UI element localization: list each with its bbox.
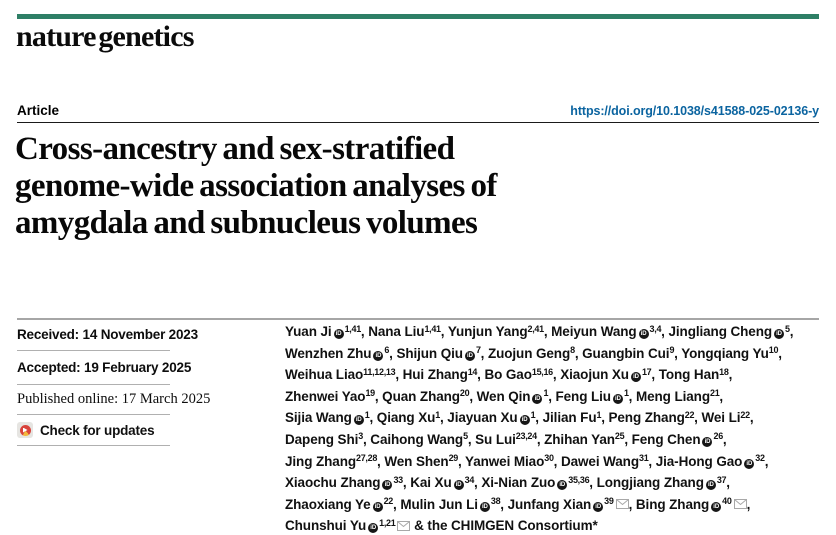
author-affiliation-superscript: 3 [358,431,363,442]
author-affiliation-superscript: 9 [669,345,675,356]
orcid-id-icon[interactable]: iD [631,372,641,382]
author: Dawei Wang$^{31}$ [560,453,649,469]
orcid-id-icon[interactable]: iD [557,480,567,490]
journal-brand-bar [17,14,819,19]
orcid-id-icon[interactable]: iD [454,480,464,490]
orcid-id-icon[interactable]: iD [532,394,542,404]
author-affiliation-superscript: 1 [435,409,440,420]
article-type-label: Article [17,103,60,118]
author-affiliation-superscript: 10 [768,345,779,356]
article-title [15,131,805,242]
orcid-id-icon[interactable]: iD [706,480,716,490]
author: Dapeng Shi$^3$ [285,431,363,447]
orcid-id-icon[interactable]: iD [373,502,383,512]
orcid-id-icon[interactable]: iD [368,523,378,533]
author: Mulin Jun Li $iD^{38}$ [400,496,501,512]
author-affiliation-superscript: 2,41 [527,323,544,334]
author-affiliation-superscript: 7 [475,345,481,356]
author-affiliation-superscript: 6 [384,345,390,356]
author: Jilian Fu$^1$ [542,409,602,426]
orcid-id-icon[interactable]: iD [711,502,721,512]
author: Tong Han$^{18}$ [658,366,729,383]
author: Jia-Hong Gao $iD^{32}$ [655,453,765,469]
date-row-accepted [17,351,192,385]
author-affiliation-superscript: 1 [530,409,536,420]
orcid-id-icon[interactable]: iD [354,415,364,425]
author-affiliation-superscript: 1,41 [344,323,361,334]
author: Feng Liu $iD^1$ [555,388,629,404]
article-title-line: Cross-ancestry and sex-stratified [15,131,455,167]
envelope-icon[interactable] [616,499,629,509]
article-header-row [17,103,819,118]
author-affiliation-superscript: 1,41 [424,323,441,334]
author: Yunjun Yang$^{2,41}$ [447,323,544,339]
orcid-id-icon[interactable]: iD [744,459,754,469]
author-affiliation-superscript: 21 [709,388,720,399]
author: Yongqiang Yu$^{10}$ [681,345,779,361]
orcid-id-icon[interactable]: iD [639,329,649,339]
author-affiliation-superscript: 18 [719,366,729,377]
author-affiliation-superscript: 1 [543,388,549,399]
author: Weihua Liao$^{11,12,13}$ [285,366,396,383]
author: Jing Zhang$^{27,28}$ [285,453,378,469]
author-affiliation-superscript: 39 [604,496,614,507]
article-title-line: genome-wide association analyses of [15,168,497,204]
author-affiliation-superscript: 5 [463,431,468,442]
author: Nana Liu$^{1,41}$ [368,323,441,339]
date-text: Received: 14 November 2023 [17,327,198,342]
author: Shijun Qiu $iD^7$ [396,345,481,361]
header-rule [17,122,819,123]
envelope-icon[interactable] [397,521,410,531]
author-affiliation-superscript: 32 [755,453,765,464]
author-affiliation-superscript: 38 [490,496,501,507]
orcid-id-icon[interactable]: iD [382,480,392,490]
date-text: Published online: 17 March 2025 [17,391,211,407]
author: Chunshui Yu iD$^{1,21}$ [285,518,410,533]
check-for-updates-label: Check for updates [40,422,155,438]
orcid-id-icon[interactable]: iD [593,502,603,512]
orcid-id-icon[interactable]: iD [520,415,530,425]
envelope-icon[interactable] [734,499,747,509]
author: Longjiang Zhang $iD^{37}$ [596,474,727,491]
author-affiliation-superscript: 14 [467,366,478,377]
article-dates-panel [17,319,257,446]
author: Wen Qin $iD^1$ [476,388,549,404]
author: Meiyun Wang iD$^{3,4}$ [551,323,662,339]
author: Feng Chen $iD^{26}$ [631,431,723,447]
date-text: Accepted: 19 February 2025 [17,360,192,375]
author-affiliation-superscript: 5 [785,323,790,334]
author-affiliation-superscript: 27,28 [356,453,378,464]
orcid-id-icon[interactable]: iD [373,351,383,361]
author-affiliation-superscript: 1 [596,409,602,420]
author-affiliation-superscript: 40 [722,496,732,507]
author: Zuojun Geng$^8$ [487,345,575,361]
author: Guangbin Cui$^9$ [582,345,675,361]
date-rows [17,319,257,415]
author: Su Lui$^{23,24}$ [475,431,537,447]
date-row-published-online [17,385,211,415]
author: Xi-Nian Zuo iD$^{35,36}$ [481,474,590,491]
author: Caihong Wang$^5$ [370,431,468,447]
author-affiliation-superscript: 11,12,13 [363,366,396,377]
author-affiliation-superscript: 15,16 [531,366,553,377]
crossmark-circle [20,425,31,436]
author: Quan Zhang$^{20}$ [382,388,470,404]
author: Qiang Xu$^1$ [376,409,440,426]
author-affiliation-superscript: 29 [448,453,458,464]
author: Wenzhen Zhu $iD^6$ [285,345,390,361]
author-affiliation-superscript: 22 [383,496,394,507]
author-affiliation-superscript: 19 [365,388,375,399]
author: Wei Li$^{22}$ [701,409,750,426]
author-list: Yuan Ji iD$^{1,41}$, Nana Liu$^{1,41}$, Yunjun Yang$^{2,41}$, Meiyun Wang iD$^{3,4}$, Jingliang Cheng $iD^5$, Wenzhen Zhu $iD^6$, Shijun Qiu $iD^7$, Zuojun Geng$^8$, Guangbin Cui$^9$, Yongqiang Yu$^{10}$, Weihua Liao$^{11,12,13}$, Hui Zhang$^{14}$, Bo Gao$^{15,16}$, Xiaojun Xu $iD^{17}$, Tong Han$^{18}$, Zhenwei Yao$^{19}$, Quan Zhang$^{20}$, Wen Qin $iD^1$, Feng Liu $iD^1$, Meng Liang$^{21}$, Sijia Wang $iD^1$, Qiang Xu$^1$, Jiayuan Xu $iD^1$, Jilian Fu$^1$, Peng Zhang$^{22}$, Wei Li$^{22}$, Dapeng Shi$^3$, Caihong Wang$^5$, Su Lui$^{23,24}$, Zhihan Yan$^{25}$, Feng Chen $iD^{26}$, Jing Zhang$^{27,28}$, Wen Shen$^{29}$, Yanwei Miao$^{30}$, Dawei Wang$^{31}$, Jia-Hong Gao $iD^{32}$, Xiaochu Zhang $iD^{33}$, Kai Xu $iD^{34}$, Xi-Nian Zuo iD$^{35,36}$, Longjiang Zhang $iD^{37}$, Zhaoxiang Ye $iD^{22}$, Mulin Jun Li $iD^{38}$, Junfang Xian $iD^{39}$ , Bing Zhang $iD^{40}$ , Chunshui Yu iD$^{1,21}$ & the CHIMGEN Consortium* [285,323,794,534]
author-affiliation-superscript: 17 [641,366,652,377]
author: Hui Zhang$^{14}$ [402,366,478,383]
author: Zhaoxiang Ye $iD^{22}$ [285,496,394,512]
author-affiliation-superscript: 37 [716,474,727,485]
author-affiliation-superscript: 1 [364,409,370,420]
author: Junfang Xian $iD^{39}$ [508,497,629,512]
author: Yuan Ji iD$^{1,41}$ [285,323,361,339]
author-affiliation-superscript: 33 [393,474,403,485]
author-affiliation-superscript: 31 [638,453,649,464]
author-affiliation-superscript: 30 [544,453,554,464]
author: Jingliang Cheng $iD^5$ [668,323,790,339]
author-affiliation-superscript: 25 [614,431,625,442]
author: Bo Gao$^{15,16}$ [484,366,553,383]
crossmark-icon [17,422,33,438]
author-affiliation-superscript: 23,24 [515,431,537,442]
author-affiliation-superscript: 20 [459,388,470,399]
date-row-received [17,319,198,351]
author-affiliation-superscript: 26 [713,431,723,442]
author: Zhihan Yan$^{25}$ [544,431,625,447]
author: Xiaochu Zhang $iD^{33}$ [285,474,403,491]
author: Wen Shen$^{29}$ [384,453,458,469]
article-title-line: amygdala and subnucleus volumes [15,205,478,241]
author-affiliation-superscript: 1 [623,388,629,399]
author: Jiayuan Xu $iD^1$ [447,409,536,426]
doi-link[interactable]: https://doi.org/10.1038/s41588-025-02136-y [570,104,819,118]
author-affiliation-superscript: 3,4 [649,323,662,334]
author: Yanwei Miao$^{30}$ [465,453,554,469]
author: Zhenwei Yao$^{19}$ [285,388,375,404]
author-affiliation-superscript: 22 [684,409,695,420]
author-affiliation-superscript: 34 [464,474,475,485]
orcid-id-icon[interactable]: iD [613,394,623,404]
author: Kai Xu $iD^{34}$ [410,474,475,491]
author: Peng Zhang$^{22}$ [608,409,695,426]
author: Sijia Wang $iD^1$ [285,409,370,426]
orcid-id-icon[interactable]: iD [480,502,490,512]
author-affiliation-superscript: 22 [740,409,750,420]
orcid-id-icon[interactable]: iD [334,329,344,339]
author-affiliation-superscript: 1,21 [379,517,396,528]
journal-wordmark: nature genetics [16,20,194,53]
orcid-id-icon[interactable]: iD [774,329,784,339]
consortium-label: & the CHIMGEN Consortium* [410,518,598,534]
author: Meng Liang$^{21}$ [635,388,720,404]
check-for-updates-button[interactable] [17,415,170,446]
author: Xiaojun Xu $iD^{17}$ [560,366,652,383]
author-affiliation-superscript: 35,36 [568,474,590,485]
orcid-id-icon[interactable]: iD [702,437,712,447]
orcid-id-icon[interactable]: iD [465,351,475,361]
author-affiliation-superscript: 8 [570,345,575,356]
author: Bing Zhang $iD^{40}$ [636,497,747,512]
